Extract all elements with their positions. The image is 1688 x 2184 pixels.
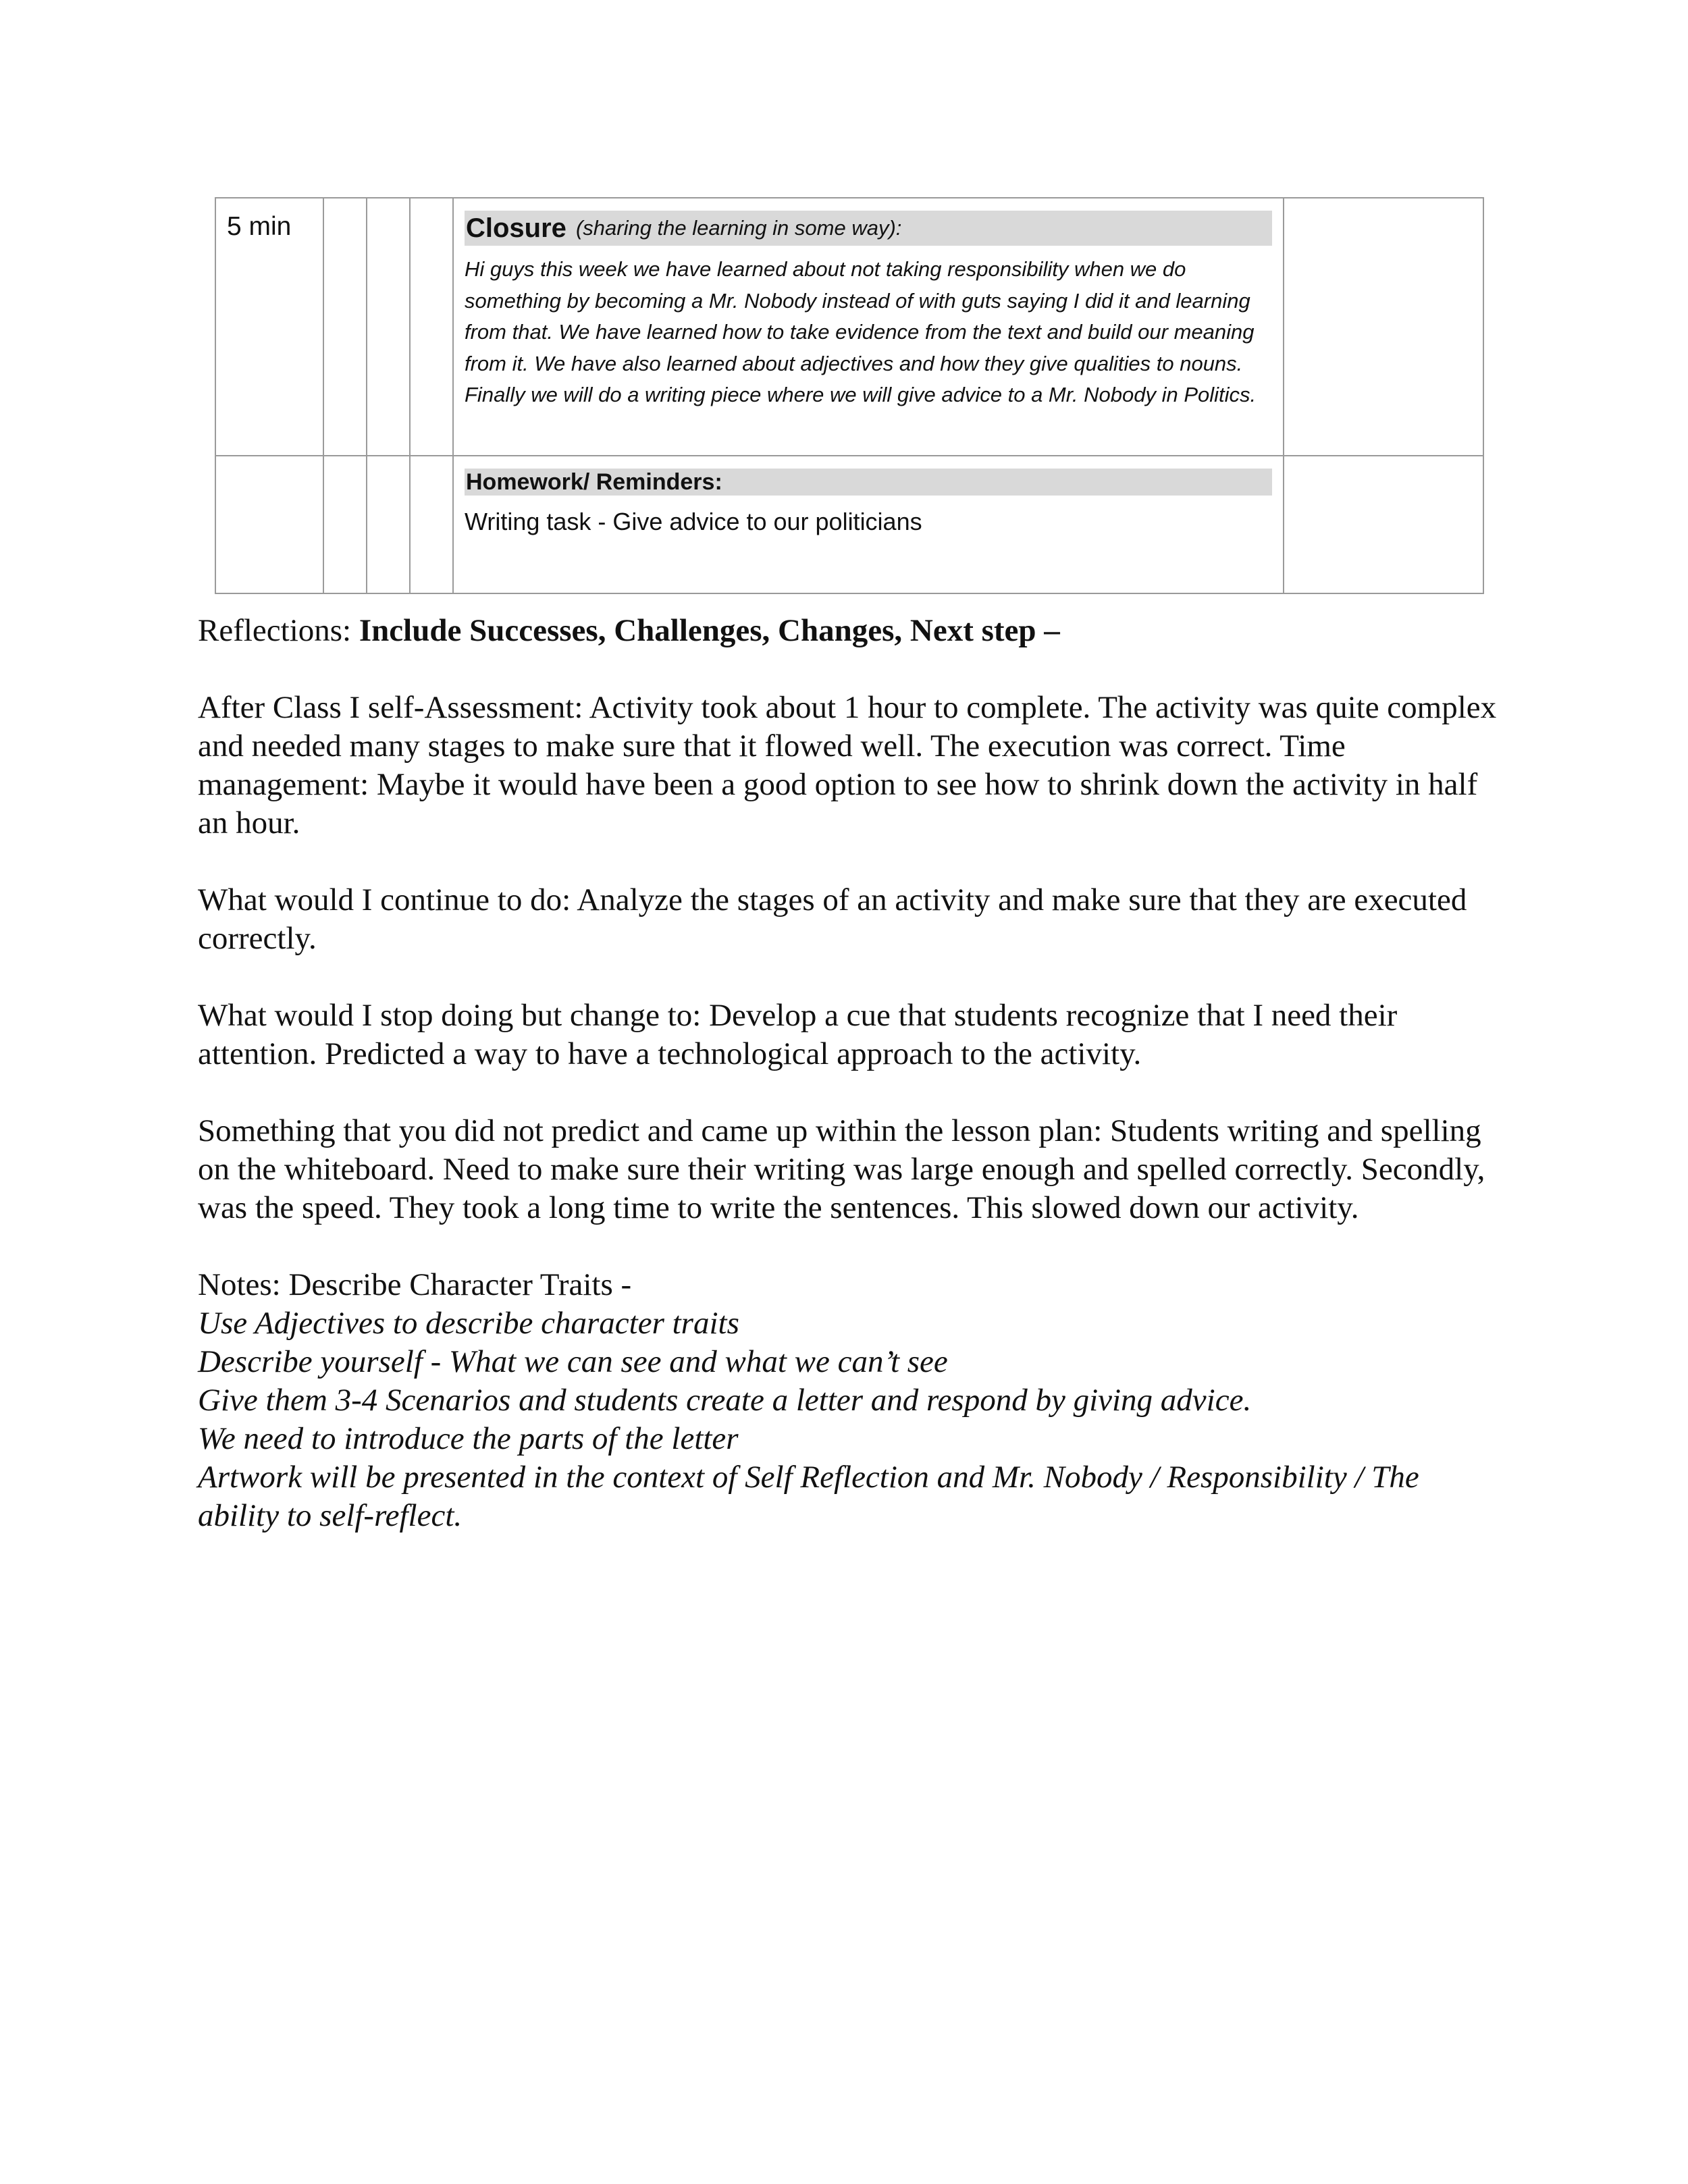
lesson-plan-table <box>215 197 1484 594</box>
closure-row <box>215 198 1483 456</box>
closure-header-bar <box>465 211 1272 246</box>
time-cell <box>215 198 323 456</box>
reflections-heading <box>198 612 1501 650</box>
notes-cell <box>1284 456 1483 593</box>
closure-cell <box>453 198 1284 456</box>
closure-subtitle: (sharing the learning in some way): <box>575 216 902 240</box>
reflection-paragraph: After Class I self-Assessment: Activity took about 1 hour to complete. The activity was quite complex and needed many stages to make sure that it flowed well. The execution was correct. Time management: Maybe it would have been a good option to see how to shrink down the activity in half an hour. <box>198 690 1497 841</box>
notes-line: Artwork will be presented in the context of Self Reflection and Mr. Nobody / Responsibility / The ability to self-reflect. <box>198 1460 1419 1533</box>
notes-cell <box>1284 198 1483 456</box>
notes-block <box>198 1266 1501 1535</box>
reflections-section <box>198 612 1501 1574</box>
homework-row <box>215 456 1483 593</box>
reflection-paragraph: What would I continue to do: Analyze the stages of an activity and make sure that they are executed correctly. <box>198 882 1467 956</box>
homework-title: Homework/ Reminders: <box>466 469 722 495</box>
closure-title: Closure <box>466 213 566 243</box>
empty-cell <box>323 198 367 456</box>
notes-line: Use Adjectives to describe character traits <box>198 1306 739 1341</box>
time-label: 5 min <box>227 212 292 241</box>
empty-cell <box>410 198 453 456</box>
homework-cell <box>453 456 1284 593</box>
empty-cell <box>323 456 367 593</box>
notes-heading: Notes: Describe Character Traits - <box>198 1267 632 1302</box>
reflections-label: Reflections: <box>198 613 359 648</box>
notes-line: Describe yourself - What we can see and what we can’t see <box>198 1344 948 1379</box>
empty-cell <box>215 456 323 593</box>
reflection-paragraph: Something that you did not predict and came up within the lesson plan: Students writing and spelling on the whiteboard. Need to make sure their writing was large enough and spelled correctly. Secondly, was the speed. They took a long time to write the sentences. This slowed down our activity. <box>198 1113 1485 1225</box>
empty-cell <box>367 198 410 456</box>
reflections-heading-strong: Include Successes, Challenges, Changes, Next step – <box>359 613 1060 648</box>
homework-body: Writing task - Give advice to our politicians <box>465 508 922 535</box>
empty-cell <box>367 456 410 593</box>
reflection-paragraph: What would I stop doing but change to: Develop a cue that students recognize that I need their attention. Predicted a way to have a technological approach to the activity. <box>198 998 1398 1071</box>
notes-line: We need to introduce the parts of the letter <box>198 1421 739 1456</box>
homework-header-bar <box>465 469 1272 496</box>
notes-line: Give them 3-4 Scenarios and students create a letter and respond by giving advice. <box>198 1383 1252 1418</box>
empty-cell <box>410 456 453 593</box>
closure-body: Hi guys this week we have learned about not taking responsibility when we do something by becoming a Mr. Nobody instead of with guts saying I did it and learning from that. We have learned how to take evidence from the text and build our meaning from it. We have also learned about adjectives and how they give qualities to nouns. Finally we will do a writing piece where we will give advice to a Mr. Nobody in Politics. <box>465 257 1257 406</box>
